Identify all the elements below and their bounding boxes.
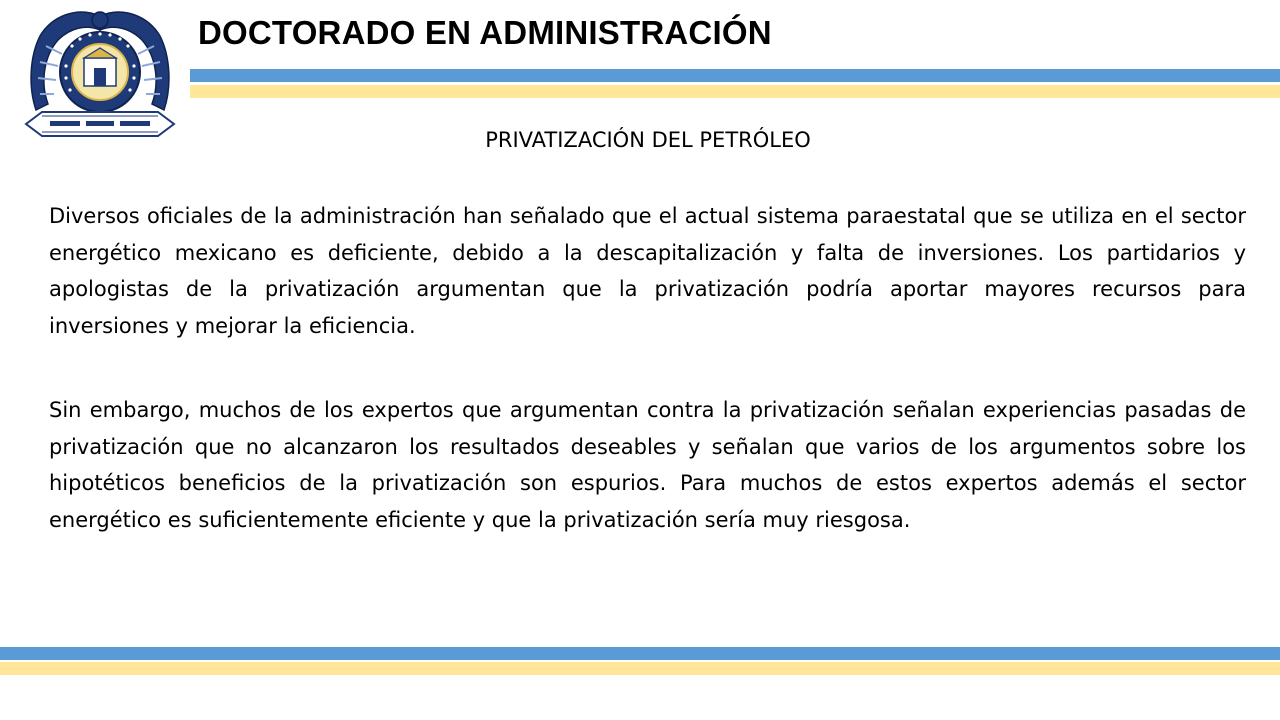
university-eagle-seal-icon — [22, 6, 178, 144]
header-title: DOCTORADO EN ADMINISTRACIÓN — [198, 14, 772, 51]
header-divider-yellow — [190, 85, 1280, 98]
paragraph-2: Sin embargo, muchos de los expertos que argumentan contra la privatización señalan experiencias pasadas de privatización que no alcanzaron los resultados deseables y señalan que varios de los argumentos sobre los hipotéticos beneficios de la privatización son espurios. Para muchos de estos expertos además el sector energético es suficientemente eficiente y que la privatización sería muy riesgosa. — [49, 398, 1246, 532]
footer-divider-yellow — [0, 662, 1280, 675]
header-divider-blue — [190, 69, 1280, 82]
paragraph-1: Diversos oficiales de la administración han señalado que el actual sistema paraestatal que se utiliza en el sector energético mexicano es deficiente, debido a la descapitalización y falta de inversiones. Los partidarios y apologistas de la privatización argumentan que la privatización podría aportar mayores recursos para inversiones y mejorar la eficiencia. — [49, 204, 1246, 338]
slide-title: PRIVATIZACIÓN DEL PETRÓLEO — [485, 128, 811, 152]
footer-divider-blue — [0, 647, 1280, 660]
